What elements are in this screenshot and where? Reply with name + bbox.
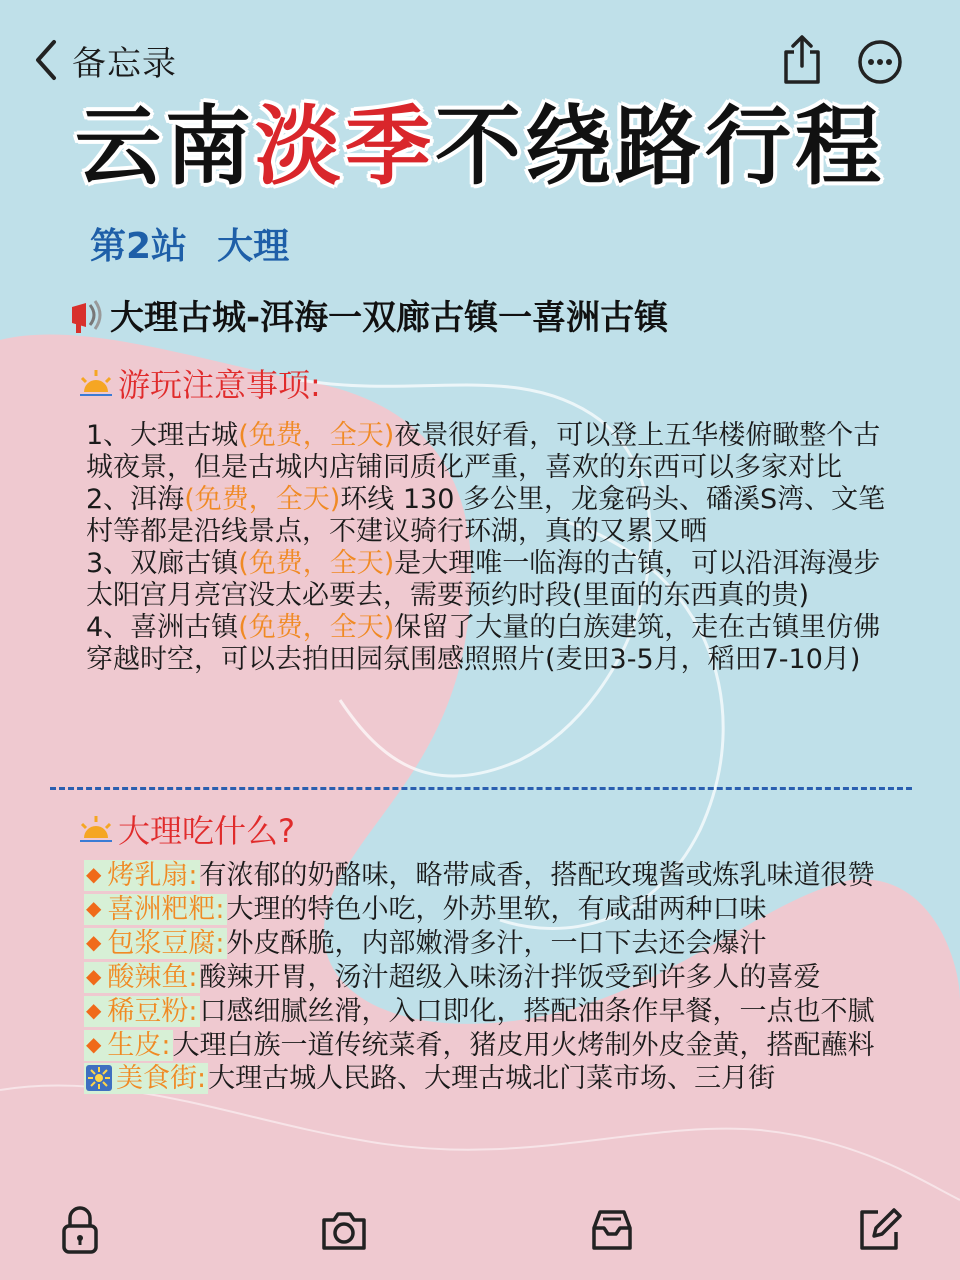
food-street-name: 美食街: <box>116 1063 207 1094</box>
diamond-icon: ◆ <box>86 964 102 988</box>
route-text: 大理古城-洱海一双廊古镇一喜洲古镇 <box>110 298 669 338</box>
food-name: 酸辣鱼: <box>107 962 198 993</box>
food-name: 稀豆粉: <box>107 996 198 1027</box>
list-item <box>86 548 886 612</box>
back-button[interactable] <box>30 36 177 84</box>
station-number: 第2站 <box>90 226 188 267</box>
food-name-highlight <box>84 928 227 959</box>
sun-icon <box>78 368 114 398</box>
list-item <box>84 892 884 926</box>
list-item <box>86 484 886 548</box>
camera-icon[interactable] <box>320 1204 368 1254</box>
note-text: 夜景很好看，可以登上五华楼俯瞰整个古城夜景，但是古城内店铺同质化严重，喜欢的东西可以多家对比 <box>86 420 881 483</box>
note-tag: (免费，全天) <box>238 420 395 451</box>
list-item <box>86 420 886 484</box>
notes-heading-text: 游玩注意事项: <box>118 366 321 404</box>
note-prefix: 3、双廊古镇 <box>86 548 239 579</box>
list-item <box>84 858 884 892</box>
diamond-icon: ◆ <box>86 1032 102 1056</box>
megaphone-icon <box>68 293 106 337</box>
diamond-icon: ◆ <box>86 896 102 920</box>
food-desc: 有浓郁的奶酪味，略带咸香，搭配玫瑰酱或炼乳味道很赞 <box>199 860 875 891</box>
food-desc: 外皮酥脆，内部嫩滑多汁，一口下去还会爆汁 <box>226 928 767 959</box>
title-part1: 云南 <box>75 97 255 197</box>
food-desc: 大理白族一道传统菜肴，猪皮用火烤制外皮金黄，搭配蘸料 <box>172 1030 875 1061</box>
diamond-icon: ◆ <box>86 862 102 886</box>
food-name-highlight <box>84 1030 173 1061</box>
note-tag: (免费，全天) <box>238 548 395 579</box>
food-list <box>84 858 884 1095</box>
note-prefix: 4、喜洲古镇 <box>86 612 239 643</box>
food-street-item <box>84 1062 884 1095</box>
notes-list <box>86 420 886 676</box>
food-street-desc: 大理古城人民路、大理古城北门菜市场、三月街 <box>208 1063 776 1094</box>
inbox-icon[interactable] <box>588 1204 636 1254</box>
chevron-left-icon <box>30 38 62 82</box>
sun-icon <box>78 814 114 844</box>
food-name-highlight <box>84 962 200 993</box>
page-title <box>0 92 960 202</box>
food-name: 生皮: <box>107 1030 171 1061</box>
list-item <box>84 1028 884 1062</box>
fireworks-icon <box>86 1065 112 1091</box>
food-name: 烤乳扇: <box>107 860 198 891</box>
food-name-highlight <box>84 894 227 925</box>
food-name-highlight <box>84 996 200 1027</box>
back-label: 备忘录 <box>72 43 177 84</box>
route-line <box>68 290 668 339</box>
dashed-divider <box>50 787 912 790</box>
food-name: 包浆豆腐: <box>107 928 225 959</box>
food-name-highlight <box>84 860 200 891</box>
food-desc: 口感细腻丝滑，入口即化，搭配油条作早餐，一点也不腻 <box>199 996 875 1027</box>
station-name: 大理 <box>217 226 290 267</box>
note-tag: (免费，全天) <box>238 612 395 643</box>
list-item <box>84 926 884 960</box>
title-highlight: 淡季 <box>255 97 435 197</box>
note-text: 环线 130 多公里，龙龛码头、磻溪S湾、文笔村等都是沿线景点，不建议骑行环湖，真的又累又晒 <box>86 484 886 547</box>
lock-icon[interactable] <box>56 1204 104 1254</box>
diamond-icon: ◆ <box>86 930 102 954</box>
diamond-icon: ◆ <box>86 998 102 1022</box>
note-tag: (免费，全天) <box>184 484 341 515</box>
station-heading <box>90 218 319 269</box>
share-icon[interactable] <box>778 34 826 86</box>
compose-icon[interactable] <box>856 1204 904 1254</box>
note-text: 保留了大量的白族建筑，走在古镇里仿佛穿越时空，可以去拍田园氛围感照照片(麦田3-5月，稻田7-10月) <box>86 612 881 675</box>
list-item <box>86 612 886 676</box>
food-desc: 酸辣开胃，汤汁超级入味汤汁拌饭受到许多人的喜爱 <box>199 962 821 993</box>
list-item <box>84 960 884 994</box>
bottom-toolbar <box>0 1198 960 1280</box>
food-name-highlight <box>84 1063 208 1094</box>
notes-heading <box>78 360 321 406</box>
note-text: 是大理唯一临海的古镇，可以沿洱海漫步太阳宫月亮宫没太必要去，需要预约时段(里面的东西真的贵) <box>86 548 881 611</box>
title-part2: 不绕路行程 <box>435 97 885 197</box>
food-heading-text: 大理吃什么? <box>118 812 295 850</box>
food-desc: 大理的特色小吃，外苏里软，有咸甜两种口味 <box>226 894 767 925</box>
food-name: 喜洲粑粑: <box>107 894 225 925</box>
food-heading <box>78 806 295 852</box>
list-item <box>84 994 884 1028</box>
note-prefix: 1、大理古城 <box>86 420 239 451</box>
note-prefix: 2、洱海 <box>86 484 185 515</box>
more-icon[interactable] <box>856 38 904 86</box>
